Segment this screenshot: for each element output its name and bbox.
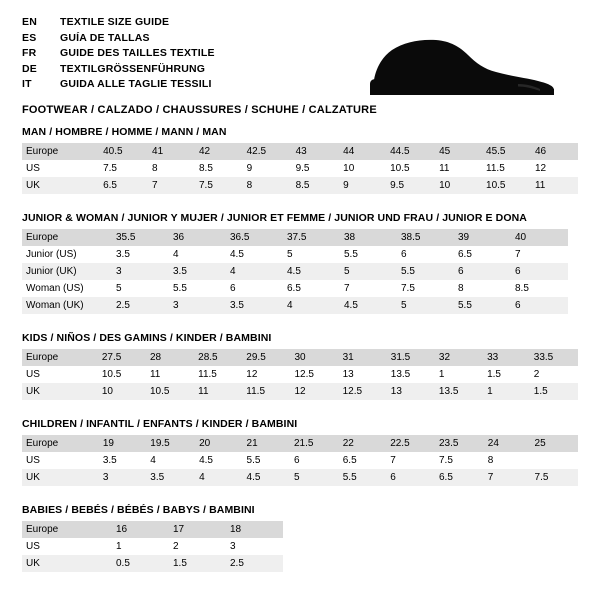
size-cell: 8.5 [515, 283, 529, 294]
size-cell: 40 [511, 229, 568, 246]
language-row [22, 47, 215, 63]
size-cell: 7 [148, 177, 195, 194]
size-cell: 4.5 [283, 263, 340, 280]
table-row [22, 452, 578, 469]
size-cell: 5.5 [246, 455, 261, 466]
table-row [22, 280, 568, 297]
size-cell: 6 [230, 283, 236, 294]
size-cell: 5 [116, 283, 122, 294]
language-code: FR [22, 47, 37, 59]
size-cell: 12.5 [339, 383, 387, 400]
size-cell: 2 [533, 369, 540, 380]
row-label: UK [22, 555, 112, 572]
size-cell: 8 [152, 163, 158, 174]
row-label: US [26, 163, 40, 174]
row-label: Woman (US) [26, 283, 84, 294]
row-label: Europe [22, 349, 98, 366]
language-title: TEXTILGRÖSSENFÜHRUNG [60, 62, 206, 75]
size-cell: 11.5 [486, 163, 505, 174]
size-cell: 6 [386, 469, 435, 486]
size-cell: 31.5 [387, 349, 435, 366]
size-cell: 1 [483, 383, 530, 400]
size-cell: 12 [246, 369, 258, 380]
size-cell: 5.5 [397, 263, 454, 280]
size-cell: 11.5 [198, 369, 217, 380]
size-cell: 25 [531, 435, 578, 452]
size-table [22, 143, 578, 194]
size-cell: 8.5 [292, 177, 340, 194]
size-cell: 12 [534, 163, 547, 174]
document-header [22, 16, 578, 116]
size-cell: 33.5 [530, 349, 578, 366]
size-cell: 45.5 [482, 143, 531, 160]
size-cell: 5.5 [344, 249, 358, 260]
size-cell: 17 [169, 521, 226, 538]
size-cell: 4 [195, 469, 242, 486]
table-row [22, 521, 283, 538]
size-cell: 6.5 [458, 249, 472, 260]
row-label: Junior (UK) [22, 263, 112, 280]
size-table-body [22, 435, 578, 486]
size-cell: 7.5 [401, 283, 415, 294]
size-cell: 6.5 [99, 177, 148, 194]
size-cell: 3.5 [226, 297, 283, 314]
size-table-body [22, 229, 568, 314]
size-cell: 33 [483, 349, 530, 366]
size-section [22, 418, 578, 486]
size-cell: 31 [339, 349, 387, 366]
row-label: UK [22, 469, 99, 486]
language-title: GUIDA ALLE TAGLIE TESSILI [60, 78, 212, 90]
table-row [22, 297, 568, 314]
size-cell: 12.5 [294, 369, 314, 380]
size-cell: 43 [292, 143, 340, 160]
size-cell: 7 [484, 469, 531, 486]
size-cell: 11 [439, 163, 450, 174]
size-cell: 44 [339, 143, 386, 160]
size-cell: 2.5 [112, 297, 169, 314]
size-table [22, 349, 578, 400]
row-label: Europe [22, 229, 112, 246]
size-section [22, 126, 578, 194]
table-row [22, 177, 578, 194]
size-cell: 29.5 [242, 349, 290, 366]
size-cell: 12 [290, 383, 338, 400]
size-cell: 7 [344, 283, 350, 294]
size-table [22, 229, 568, 314]
size-cell: 4.5 [243, 469, 290, 486]
size-cell: 7.5 [103, 163, 117, 174]
size-cell: 1 [116, 541, 122, 552]
size-cell: 24 [484, 435, 531, 452]
size-cell: 3.5 [102, 455, 117, 466]
size-cell: 8.5 [199, 163, 213, 174]
size-cell: 6.5 [342, 455, 357, 466]
size-cell: 5 [397, 297, 454, 314]
table-row [22, 435, 578, 452]
language-title: TEXTILE SIZE GUIDE [60, 16, 170, 28]
size-cell: 10.5 [390, 163, 410, 174]
category-line: FOOTWEAR / CALZADO / CHAUSSURES / SCHUHE / CALZATURE [22, 103, 377, 116]
row-label: Europe [22, 143, 99, 160]
size-cell: 30 [290, 349, 338, 366]
size-cell: 5.5 [173, 283, 187, 294]
language-title: GUIDE DES TAILLES TEXTILE [60, 47, 215, 59]
size-cell: 22.5 [386, 435, 435, 452]
size-section [22, 504, 578, 572]
size-table-body [22, 521, 283, 572]
size-cell: 28 [146, 349, 194, 366]
size-cell: 6.5 [435, 469, 484, 486]
size-cell: 11 [149, 369, 161, 380]
size-table [22, 435, 578, 486]
size-cell: 46 [531, 143, 578, 160]
size-cell: 10 [435, 177, 482, 194]
size-cell: 41 [148, 143, 195, 160]
size-table-body [22, 143, 578, 194]
language-row [22, 63, 215, 79]
row-label: UK [22, 177, 99, 194]
size-cell: 8 [458, 283, 464, 294]
size-cell: 36 [169, 229, 226, 246]
row-label: Woman (UK) [22, 297, 112, 314]
size-cell: 9 [246, 163, 253, 174]
size-cell: 5 [287, 249, 293, 260]
table-row [22, 555, 283, 572]
size-cell: 5.5 [339, 469, 386, 486]
section-title: CHILDREN / INFANTIL / ENFANTS / KINDER / BAMBINI [22, 418, 298, 430]
language-code: IT [22, 78, 32, 90]
table-row [22, 160, 578, 177]
size-cell: 9.5 [295, 163, 310, 174]
size-cell: 6 [293, 455, 300, 466]
size-cell: 4 [173, 249, 179, 260]
size-cell: 13.5 [435, 383, 483, 400]
size-cell: 37.5 [283, 229, 340, 246]
size-section [22, 212, 578, 314]
size-cell: 7.5 [195, 177, 243, 194]
size-cell: 11 [194, 383, 242, 400]
size-cell: 1.5 [487, 369, 501, 380]
size-cell: 6 [511, 263, 568, 280]
size-table [22, 521, 283, 572]
size-cell: 40.5 [99, 143, 148, 160]
language-list-body [22, 16, 215, 94]
size-cell: 4 [226, 263, 283, 280]
size-cell: 4.5 [199, 455, 213, 466]
size-cell: 10.5 [146, 383, 194, 400]
size-cell: 10.5 [482, 177, 531, 194]
table-row [22, 263, 568, 280]
size-cell: 10 [343, 163, 355, 174]
size-cell [531, 452, 578, 469]
size-cell: 8 [487, 455, 494, 466]
size-cell: 44.5 [386, 143, 435, 160]
row-label: Junior (US) [26, 249, 77, 260]
language-list [22, 16, 215, 94]
language-title: GUÍA DE TALLAS [60, 31, 150, 44]
row-label: US [26, 455, 40, 466]
size-cell: 6.5 [287, 283, 301, 294]
size-cell: 28.5 [194, 349, 242, 366]
size-table-body [22, 349, 578, 400]
size-cell: 4 [283, 297, 340, 314]
size-cell: 39 [454, 229, 511, 246]
size-cell: 10.5 [101, 369, 122, 380]
row-label: US [26, 541, 40, 552]
section-title: JUNIOR & WOMAN / JUNIOR Y MUJER / JUNIOR ET FEMME / JUNIOR UND FRAU / JUNIOR E DONA [22, 212, 527, 224]
size-cell: 7.5 [438, 455, 453, 466]
row-label: US [26, 369, 40, 380]
table-row [22, 366, 578, 383]
size-cell: 13 [387, 383, 435, 400]
size-cell: 7 [390, 455, 396, 466]
table-row [22, 229, 568, 246]
size-cell: 6 [401, 249, 407, 260]
size-cell: 6 [511, 297, 568, 314]
size-cell: 3 [169, 297, 226, 314]
size-cell: 21.5 [290, 435, 339, 452]
size-cell: 45 [435, 143, 482, 160]
table-row [22, 469, 578, 486]
size-cell: 1 [438, 369, 445, 380]
size-cell: 27.5 [98, 349, 146, 366]
size-cell: 7 [515, 249, 521, 260]
size-cell: 16 [112, 521, 169, 538]
dress-shoe-icon [368, 38, 558, 100]
size-cell: 3.5 [169, 263, 226, 280]
size-cell: 42.5 [243, 143, 292, 160]
language-row [22, 32, 215, 48]
size-cell: 1.5 [169, 555, 226, 572]
row-label: UK [22, 383, 98, 400]
language-code: EN [22, 16, 37, 28]
size-cell: 2 [173, 541, 179, 552]
size-cell: 3.5 [146, 469, 195, 486]
size-cell: 9.5 [386, 177, 435, 194]
size-cell: 3.5 [116, 249, 130, 260]
size-cell: 1.5 [530, 383, 578, 400]
size-cell: 3 [230, 541, 236, 552]
size-cell: 3 [99, 469, 146, 486]
size-cell: 3 [112, 263, 169, 280]
language-code: DE [22, 62, 37, 75]
language-row [22, 78, 215, 94]
size-cell: 4.5 [230, 249, 244, 260]
size-cell: 38.5 [397, 229, 454, 246]
size-cell: 23.5 [435, 435, 484, 452]
size-cell: 4.5 [340, 297, 397, 314]
size-cell: 13.5 [390, 369, 411, 380]
table-row [22, 538, 283, 555]
size-cell: 5.5 [454, 297, 511, 314]
size-cell: 42 [195, 143, 243, 160]
size-cell: 9 [339, 177, 386, 194]
size-cell: 11 [531, 177, 578, 194]
size-cell: 32 [435, 349, 483, 366]
size-cell: 4 [150, 455, 156, 466]
table-row [22, 383, 578, 400]
language-row [22, 16, 215, 32]
size-cell: 36.5 [226, 229, 283, 246]
size-cell: 21 [243, 435, 290, 452]
size-cell: 19 [99, 435, 146, 452]
size-cell: 35.5 [112, 229, 169, 246]
size-cell: 38 [340, 229, 397, 246]
size-cell: 11.5 [242, 383, 290, 400]
size-cell: 2.5 [226, 555, 283, 572]
size-cell: 18 [226, 521, 283, 538]
row-label: Europe [22, 521, 112, 538]
table-row [22, 349, 578, 366]
size-cell: 0.5 [112, 555, 169, 572]
size-cell: 8 [243, 177, 292, 194]
size-cell: 6 [454, 263, 511, 280]
row-label: Europe [22, 435, 99, 452]
size-cell: 22 [339, 435, 386, 452]
table-row [22, 143, 578, 160]
language-code: ES [22, 31, 37, 44]
section-title: BABIES / BEBÉS / BÉBÉS / BABYS / BAMBINI [22, 504, 255, 516]
size-cell: 5 [290, 469, 339, 486]
size-cell: 20 [195, 435, 242, 452]
size-cell: 10 [98, 383, 146, 400]
size-tables-container [22, 126, 578, 572]
size-cell: 13 [342, 369, 354, 380]
size-cell: 19.5 [146, 435, 195, 452]
size-section [22, 332, 578, 400]
size-cell: 7.5 [531, 469, 578, 486]
section-title: MAN / HOMBRE / HOMME / MANN / MAN [22, 126, 227, 138]
section-title: KIDS / NIÑOS / DES GAMINS / KINDER / BAMBINI [22, 332, 272, 344]
size-cell: 5 [340, 263, 397, 280]
table-row [22, 246, 568, 263]
